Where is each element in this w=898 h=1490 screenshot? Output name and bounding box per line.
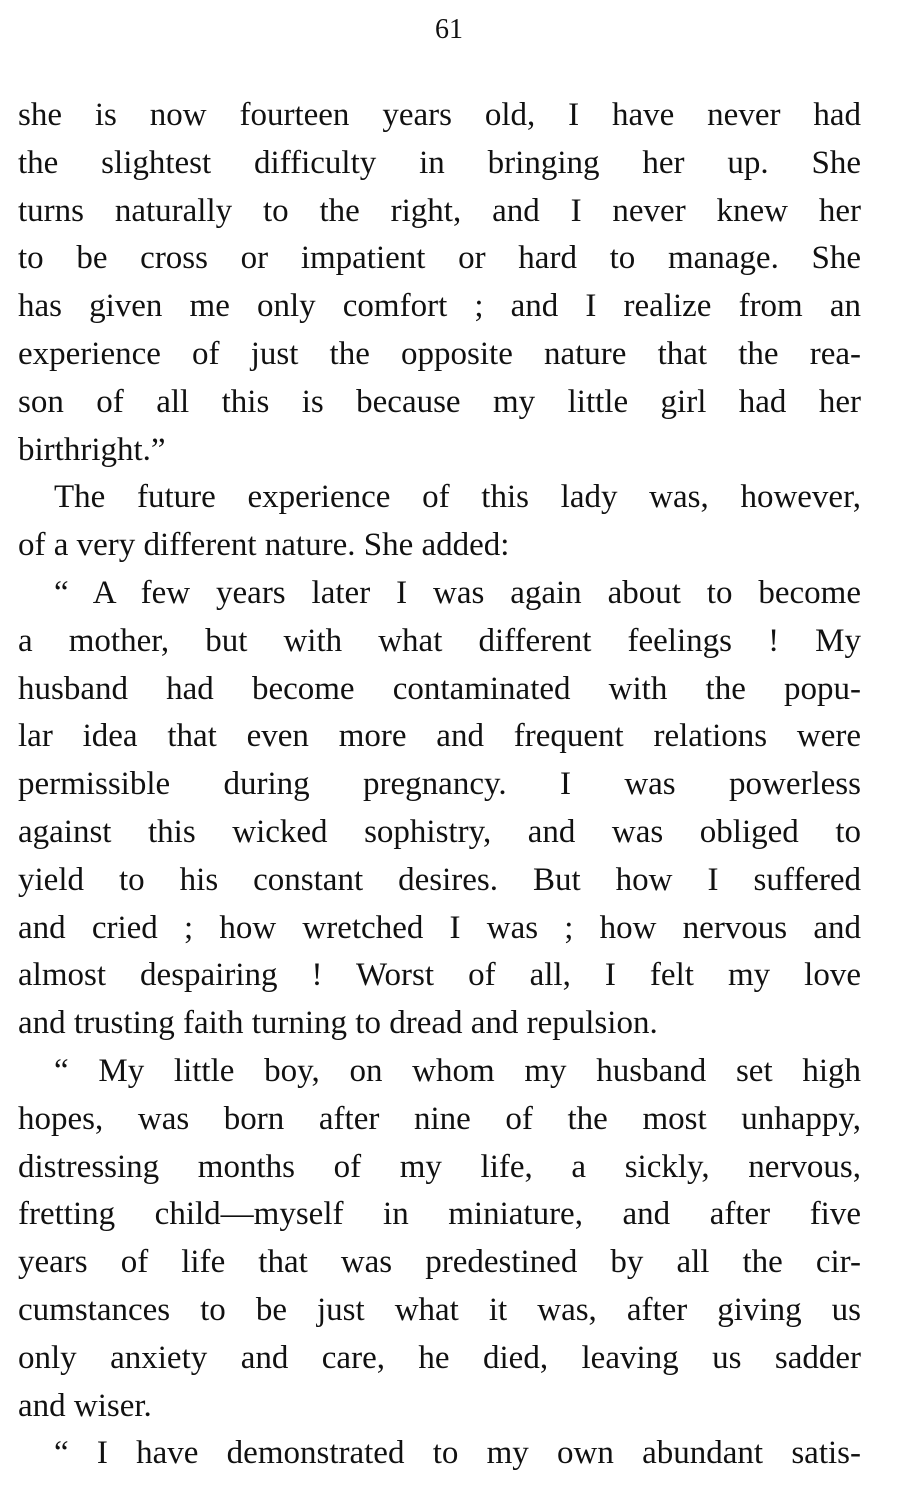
text-line: fretting child—myself in miniature, and after five bbox=[18, 1196, 861, 1233]
text-line: the slightest difficulty in bringing her up. She bbox=[18, 144, 861, 181]
text-line: distressing months of my life, a sickly, nervous, bbox=[18, 1148, 861, 1185]
text-line: against this wicked sophistry, and was obliged to bbox=[18, 813, 861, 850]
text-line: “ My little boy, on whom my husband set high bbox=[54, 1052, 861, 1089]
text-line: “ A few years later I was again about to become bbox=[54, 574, 861, 611]
text-line: and trusting faith turning to dread and repulsion. bbox=[18, 1005, 658, 1042]
text-line: lar idea that even more and frequent relations were bbox=[18, 718, 861, 755]
text-line: cumstances to be just what it was, after giving us bbox=[18, 1291, 861, 1328]
text-line: experience of just the opposite nature that the rea- bbox=[18, 335, 861, 372]
text-line: “ I have demonstrated to my own abundant satis- bbox=[54, 1435, 861, 1472]
text-line: only anxiety and care, he died, leaving us sadder bbox=[18, 1339, 861, 1376]
text-line: has given me only comfort ; and I realize from an bbox=[18, 288, 861, 325]
text-line: and wiser. bbox=[18, 1387, 152, 1424]
text-line: son of all this is because my little girl had her bbox=[18, 383, 861, 420]
text-line: permissible during pregnancy. I was powerless bbox=[18, 766, 861, 803]
body-text bbox=[18, 92, 861, 1478]
text-line: almost despairing ! Worst of all, I felt my love bbox=[18, 957, 861, 994]
text-line: yield to his constant desires. But how I suffered bbox=[18, 861, 861, 898]
text-line: The future experience of this lady was, however, bbox=[54, 479, 861, 516]
text-line: of a very different nature. She added: bbox=[18, 527, 510, 564]
text-line: to be cross or impatient or hard to manage. She bbox=[18, 240, 861, 277]
text-line: hopes, was born after nine of the most unhappy, bbox=[18, 1100, 861, 1137]
text-line: husband had become contaminated with the popu- bbox=[18, 670, 861, 707]
text-line: she is now fourteen years old, I have never had bbox=[18, 97, 861, 133]
text-line: turns naturally to the right, and I never knew her bbox=[18, 192, 861, 229]
text-line: a mother, but with what different feelings ! My bbox=[18, 622, 861, 659]
page-number: 61 bbox=[435, 14, 463, 45]
text-line: birthright.” bbox=[18, 431, 166, 468]
text-line: and cried ; how wretched I was ; how nervous and bbox=[18, 909, 861, 946]
text-line: years of life that was predestined by all the cir- bbox=[18, 1244, 861, 1281]
